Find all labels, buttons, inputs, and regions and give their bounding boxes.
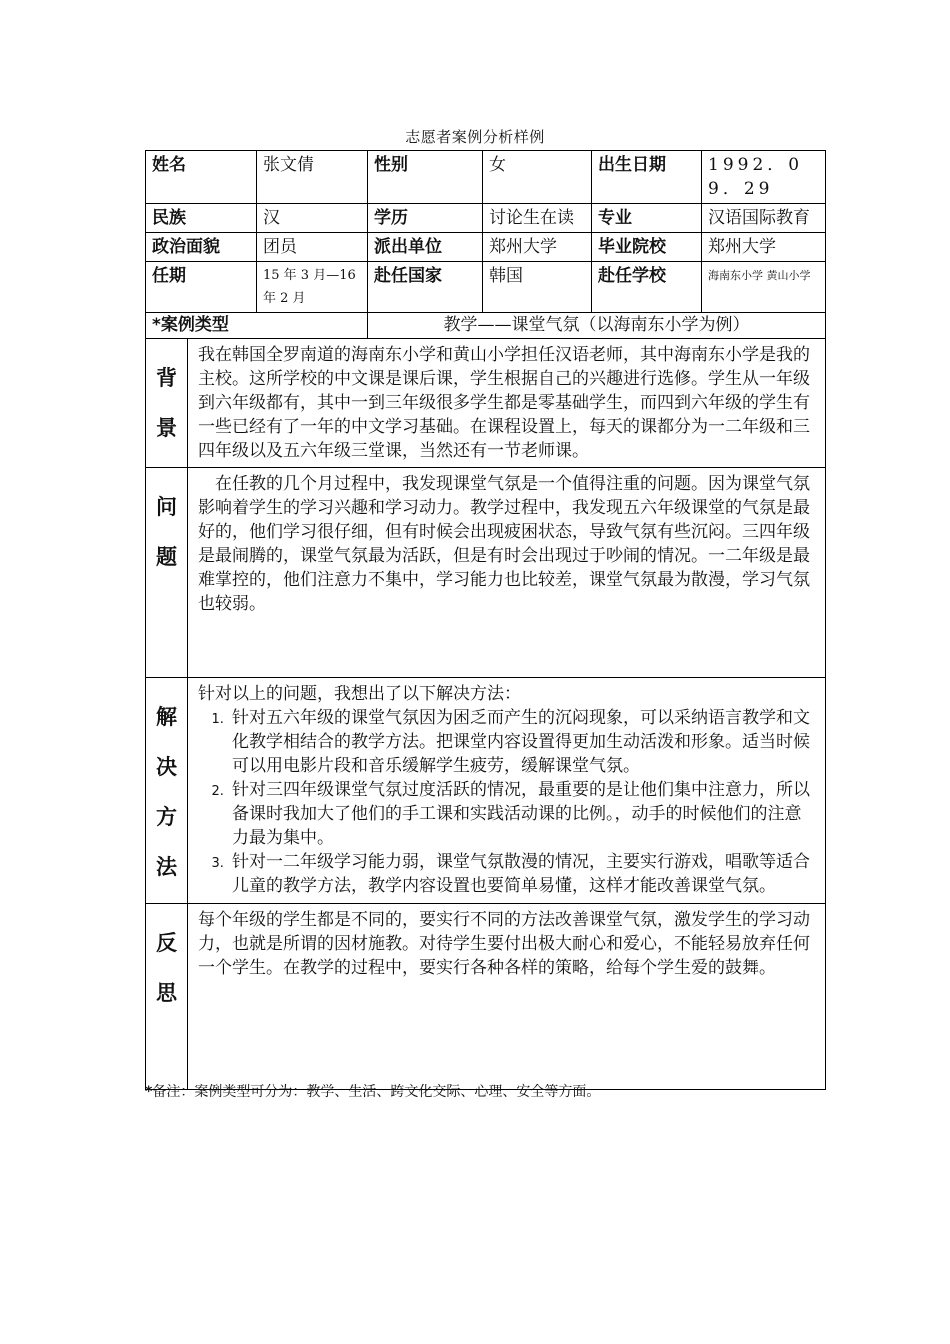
education-label: 学历	[368, 204, 483, 233]
major-label: 专业	[592, 204, 702, 233]
case-type-value: 教学——课堂气氛（以海南东小学为例）	[368, 313, 826, 339]
heading-char: 问	[156, 495, 177, 519]
heading-char: 决	[156, 755, 177, 779]
reflection-text: 每个年级的学生都是不同的，要实行不同的方法改善课堂气氛，激发学生的学习动力，也就是所谓的因材施教。对待学生要付出极大耐心和爱心，不能轻易放弃任何一个学生。在教学的过程中，要实行各种各样的策略，给每个学生爱的鼓舞。	[198, 910, 810, 978]
dob-value: 1992．09．29	[702, 151, 826, 204]
row-background	[146, 339, 826, 468]
term-value: 15 年 3 月—16 年 2 月	[257, 262, 368, 313]
row-name	[146, 151, 826, 204]
heading-char: 思	[156, 981, 177, 1005]
row-problem	[146, 468, 826, 678]
case-analysis-table	[145, 150, 826, 1090]
heading-char: 题	[156, 545, 177, 569]
reflection-heading	[146, 904, 188, 1090]
term-label: 任期	[146, 262, 257, 313]
row-reflection	[146, 904, 826, 1090]
problem-content	[188, 468, 826, 678]
major-value: 汉语国际教育	[702, 204, 826, 233]
heading-char: 背	[156, 366, 177, 390]
name-label: 姓名	[146, 151, 257, 204]
reflection-content	[188, 904, 826, 1090]
education-value: 讨论生在读	[483, 204, 592, 233]
country-value: 韩国	[483, 262, 592, 313]
problem-heading	[146, 468, 188, 678]
school-value: 海南东小学 黄山小学	[702, 262, 826, 313]
background-content	[188, 339, 826, 468]
dispatch-label: 派出单位	[368, 233, 483, 262]
solution-list	[198, 706, 817, 898]
solution-item: 3. 针对一二年级学习能力弱，课堂气氛散漫的情况，主要实行游戏，唱歌等适合儿童的教学方法，教学内容设置也要简单易懂，这样才能改善课堂气氛。	[228, 850, 817, 898]
gender-value: 女	[483, 151, 592, 204]
footnote-star: *	[145, 1084, 153, 1100]
heading-char: 景	[156, 416, 177, 440]
ethnicity-label: 民族	[146, 204, 257, 233]
dob-label: 出生日期	[592, 151, 702, 204]
political-label: 政治面貌	[146, 233, 257, 262]
row-term	[146, 262, 826, 313]
school-label: 赴任学校	[592, 262, 702, 313]
case-type-label: *案例类型	[146, 313, 368, 339]
graduate-label: 毕业院校	[592, 233, 702, 262]
solution-intro: 针对以上的问题，我想出了以下解决方法：	[198, 684, 521, 704]
document-title: 志愿者案例分析样例	[405, 128, 545, 146]
ethnicity-value: 汉	[257, 204, 368, 233]
row-ethnicity	[146, 204, 826, 233]
heading-char: 反	[156, 931, 177, 955]
gender-label: 性别	[368, 151, 483, 204]
graduate-value: 郑州大学	[702, 233, 826, 262]
solution-item: 1. 针对五六年级的课堂气氛因为困乏而产生的沉闷现象，可以采纳语言教学和文化教学相结合的教学方法。把课堂内容设置得更加生动活泼和形象。适当时候可以用电影片段和音乐缓解学生疲劳，缓解课堂气氛。	[228, 706, 817, 778]
country-label: 赴任国家	[368, 262, 483, 313]
row-political	[146, 233, 826, 262]
footnote-text: 备注：案例类型可分为：教学、生活、跨文化交际、心理、安全等方面。	[152, 1084, 601, 1100]
background-heading	[146, 339, 188, 468]
dispatch-value: 郑州大学	[483, 233, 592, 262]
footnote	[145, 1081, 600, 1101]
solution-item: 2. 针对三四年级课堂气氛过度活跃的情况，最重要的是让他们集中注意力，所以备课时我加大了他们的手工课和实践活动课的比例。，动手的时候他们的注意力最为集中。	[228, 778, 817, 850]
name-value: 张文倩	[257, 151, 368, 204]
row-solution	[146, 678, 826, 904]
background-text: 我在韩国全罗南道的海南东小学和黄山小学担任汉语老师，其中海南东小学是我的主校。这所学校的中文课是课后课，学生根据自己的兴趣进行选修。学生从一年级到六年级都有，其中一到三年级很多学生都是零基础学生，而四到六年级的学生有一些已经有了一年的中文学习基础。在课程设置上，每天的课都分为一二年级和三四年级以及五六年级三堂课，当然还有一节老师课。	[198, 345, 810, 461]
problem-text: 在任教的几个月过程中，我发现课堂气氛是一个值得注重的问题。因为课堂气氛影响着学生的学习兴趣和学习动力。教学过程中，我发现五六年级课堂的气氛是最好的，他们学习很仔细，但有时候会出现疲困状态，导致气氛有些沉闷。三四年级是最闹腾的，课堂气氛最为活跃，但是有时会出现过于吵闹的情况。一二年级是最难掌控的，他们注意力不集中，学习能力也比较差，课堂气氛最为散漫，学习气氛也较弱。	[198, 474, 810, 614]
heading-char: 方	[156, 805, 177, 829]
political-value: 团员	[257, 233, 368, 262]
heading-char: 解	[156, 705, 177, 729]
row-case-type	[146, 313, 826, 339]
solution-heading	[146, 678, 188, 904]
heading-char: 法	[156, 855, 177, 879]
solution-content	[188, 678, 826, 904]
